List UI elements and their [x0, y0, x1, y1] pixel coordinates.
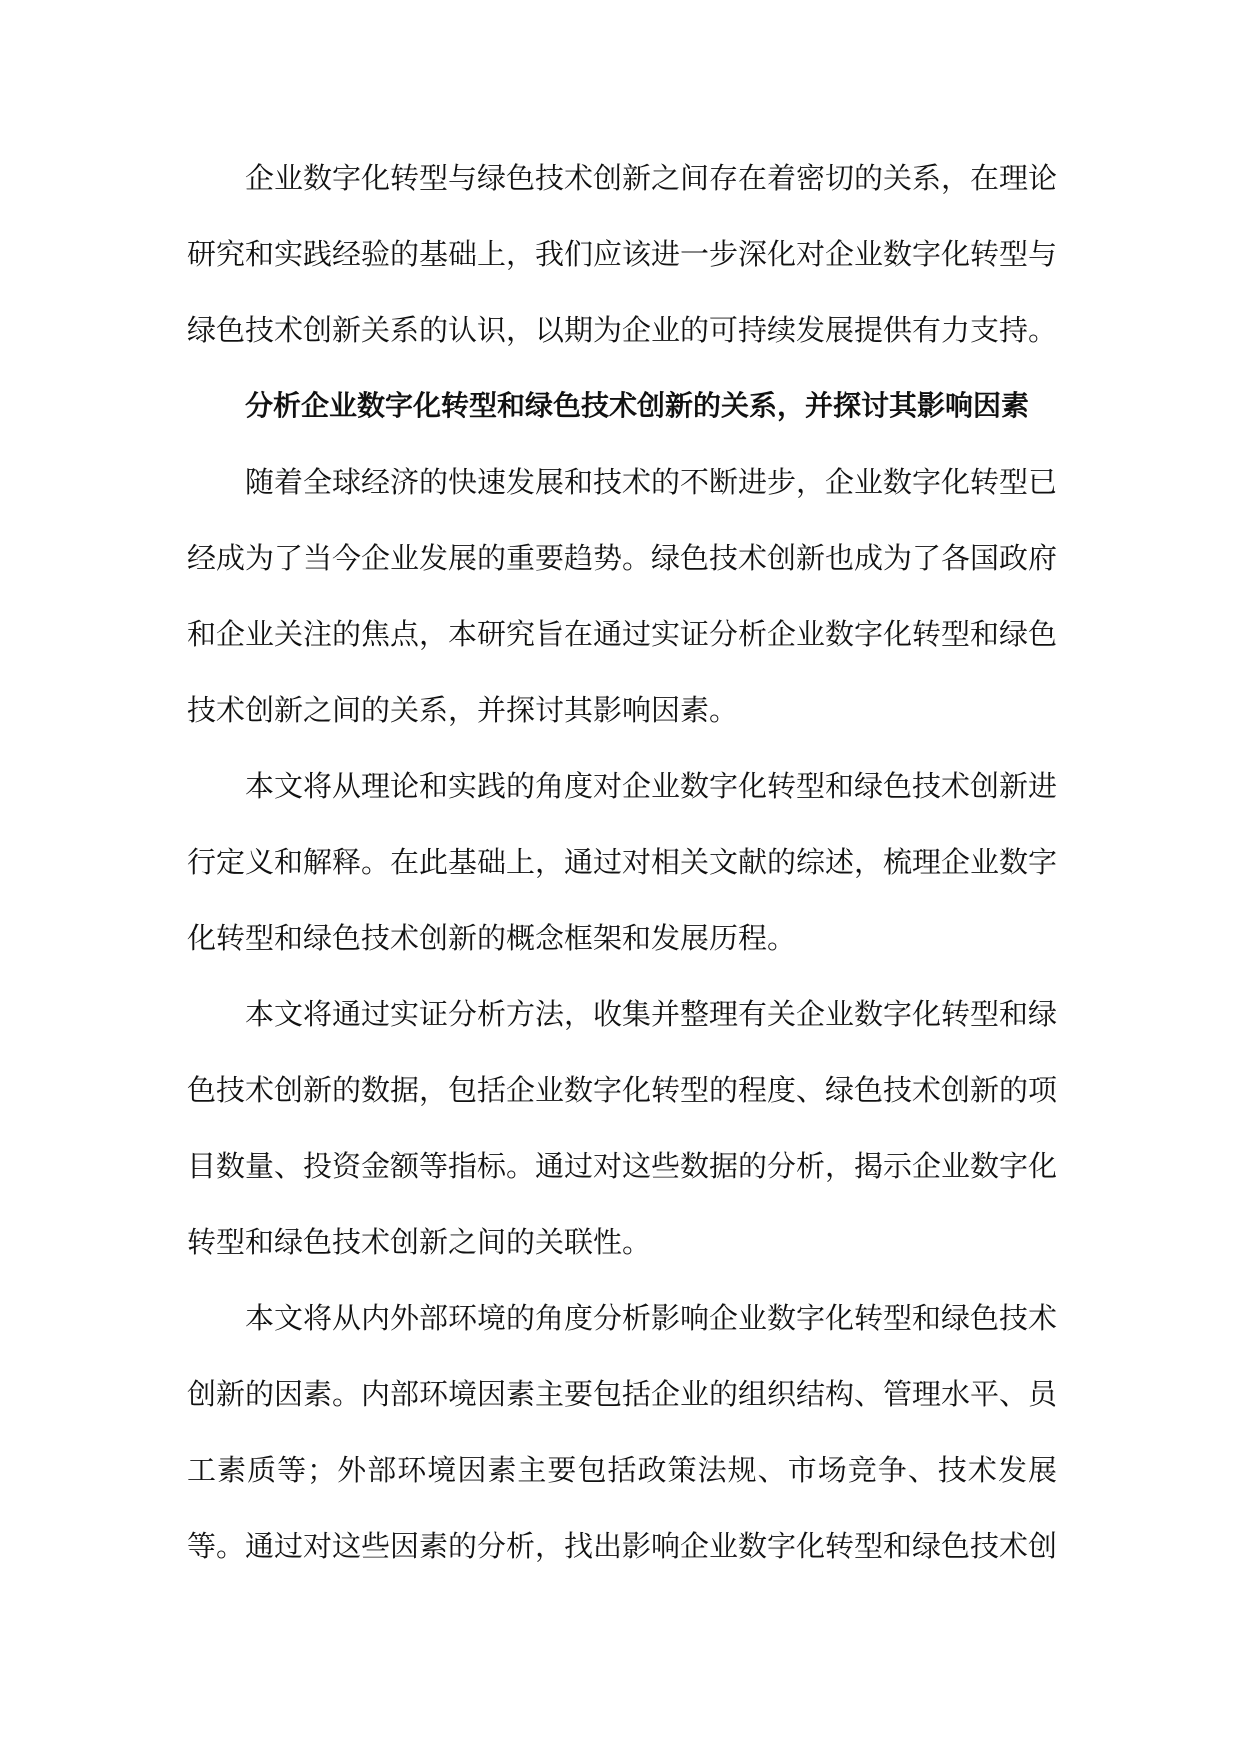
section-heading: 分析企业数字化转型和绿色技术创新的关系，并探讨其影响因素: [245, 389, 1030, 422]
document-body: [187, 140, 1057, 1584]
paragraph-intro-summary: 企业数字化转型与绿色技术创新之间存在着密切的关系，在理论研究和实践经验的基础上，我们应该进一步深化对企业数字化转型与绿色技术创新关系的认识，以期为企业的可持续发展提供有力支持。: [187, 161, 1058, 347]
paragraph-background: 随着全球经济的快速发展和技术的不断进步，企业数字化转型已经成为了当今企业发展的重要趋势。绿色技术创新也成为了各国政府和企业关注的焦点，本研究旨在通过实证分析企业数字化转型和绿色技术创新之间的关系，并探讨其影响因素。: [187, 465, 1058, 727]
paragraph-definitions: 本文将从理论和实践的角度对企业数字化转型和绿色技术创新进行定义和解释。在此基础上，通过对相关文献的综述，梳理企业数字化转型和绿色技术创新的概念框架和发展历程。: [187, 769, 1058, 955]
paragraph-empirical-method: 本文将通过实证分析方法，收集并整理有关企业数字化转型和绿色技术创新的数据，包括企业数字化转型的程度、绿色技术创新的项目数量、投资金额等指标。通过对这些数据的分析，揭示企业数字化转型和绿色技术创新之间的关联性。: [187, 997, 1058, 1259]
paragraph-influencing-factors: 本文将从内外部环境的角度分析影响企业数字化转型和绿色技术创新的因素。内部环境因素主要包括企业的组织结构、管理水平、员工素质等；外部环境因素主要包括政策法规、市场竞争、技术发展等。通过对这些因素的分析，找出影响企业数字化转型和绿色技术创: [187, 1301, 1058, 1563]
